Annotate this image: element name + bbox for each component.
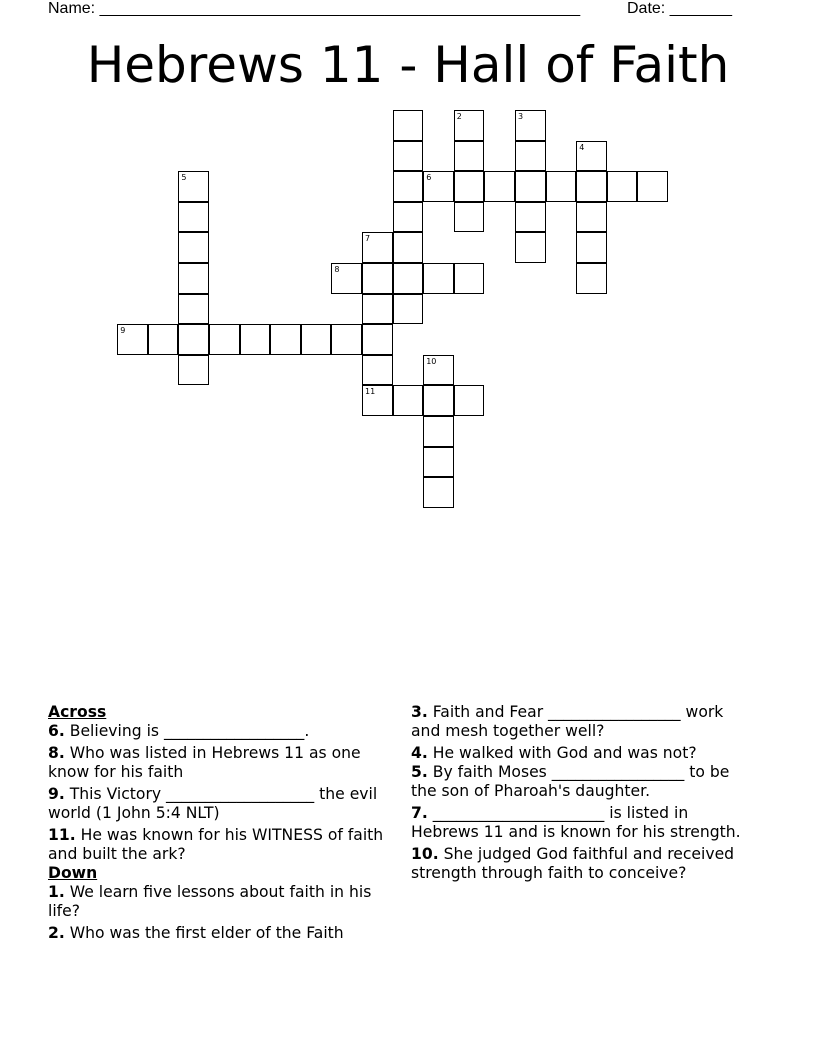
cell-number: 11: [365, 387, 376, 397]
grid-cell: [454, 385, 485, 416]
grid-cell: [393, 294, 424, 325]
clue-number: 6.: [48, 722, 65, 740]
grid-cell: [178, 355, 209, 386]
grid-cell: [362, 263, 393, 294]
clues-column-right: [411, 703, 756, 886]
clue-down-1: [48, 883, 393, 921]
grid-cell: [362, 355, 393, 386]
grid-cell: [178, 171, 209, 202]
grid-cell: [576, 171, 607, 202]
grid-cell: [576, 202, 607, 233]
cell-number: 10: [426, 356, 437, 366]
grid-cell: [454, 202, 485, 233]
clue-text: She judged God faithful and received strength through faith to conceive?: [411, 845, 735, 882]
grid-cell: [423, 171, 454, 202]
grid-cell: [454, 110, 485, 141]
clue-text: He walked with God and was not?: [432, 744, 697, 762]
clue-number: 9.: [48, 785, 65, 803]
clue-number: 11.: [48, 826, 76, 844]
grid-cell: [117, 324, 148, 355]
grid-cell: [515, 232, 546, 263]
grid-cell: [393, 141, 424, 172]
grid-cell: [240, 324, 271, 355]
clue-text: Believing is __________________.: [69, 722, 310, 740]
clue-down-2: [48, 924, 393, 943]
clue-text: By faith Moses _________________ to be the son of Pharoah's daughter.: [411, 763, 730, 800]
clue-down-3: [411, 703, 756, 741]
grid-cell: [423, 447, 454, 478]
cell-number: 4: [579, 142, 585, 152]
grid-cell: [515, 202, 546, 233]
grid-cell: [423, 477, 454, 508]
grid-cell: [301, 324, 332, 355]
grid-cell: [576, 263, 607, 294]
grid-cell: [546, 171, 577, 202]
across-heading: Across: [48, 703, 107, 721]
cell-number: 9: [120, 326, 126, 336]
clue-text: ______________________ is listed in Hebrews 11 and is known for his strength.: [411, 804, 741, 841]
clue-number: 10.: [411, 845, 439, 863]
clue-across-11: [48, 826, 393, 864]
clue-across-8: [48, 744, 393, 782]
clue-number: 1.: [48, 883, 65, 901]
clue-down-5: [411, 763, 756, 801]
grid-cell: [576, 232, 607, 263]
crossword-grid: [0, 0, 816, 520]
date-field-label: Date: _______: [627, 0, 732, 17]
grid-cell: [331, 324, 362, 355]
grid-cell: [423, 385, 454, 416]
page-title: Hebrews 11 - Hall of Faith: [86, 36, 730, 94]
clue-text: This Victory ___________________ the evil world (1 John 5:4 NLT): [48, 785, 378, 822]
grid-cell: [178, 232, 209, 263]
grid-cell: [393, 110, 424, 141]
clue-text: Faith and Fear _________________ work and mesh together well?: [411, 703, 724, 740]
grid-cell: [454, 141, 485, 172]
grid-cell: [270, 324, 301, 355]
grid-cell: [178, 202, 209, 233]
clue-text: Who was listed in Hebrews 11 as one know for his faith: [48, 744, 361, 781]
grid-cell: [454, 171, 485, 202]
grid-cell: [607, 171, 638, 202]
grid-cell: [484, 171, 515, 202]
cell-number: 8: [334, 265, 340, 274]
grid-cell: [209, 324, 240, 355]
grid-cell: [178, 263, 209, 294]
clue-across-6: [48, 722, 393, 741]
clue-number: 8.: [48, 744, 65, 762]
clue-number: 2.: [48, 924, 65, 942]
grid-cell: [393, 232, 424, 263]
grid-cell: [454, 263, 485, 294]
grid-cell: [362, 232, 393, 263]
cell-number: 6: [426, 173, 432, 183]
clues-column-left: [48, 703, 393, 946]
clue-text: We learn five lessons about faith in his life?: [48, 883, 372, 920]
grid-cell: [515, 171, 546, 202]
grid-cell: [362, 294, 393, 325]
grid-cell: [362, 385, 393, 416]
clue-down-10: [411, 845, 756, 883]
grid-cell: [393, 263, 424, 294]
grid-cell: [637, 171, 668, 202]
clue-number: 4.: [411, 744, 428, 762]
clue-number: 5.: [411, 763, 428, 781]
grid-cell: [178, 324, 209, 355]
grid-cell: [515, 110, 546, 141]
clue-number: 3.: [411, 703, 428, 721]
grid-cell: [178, 294, 209, 325]
grid-cell: [362, 324, 393, 355]
clue-down-4: [411, 744, 756, 763]
grid-cell: [576, 141, 607, 172]
cell-number: 3: [518, 112, 524, 121]
clue-text: Who was the first elder of the Faith: [69, 924, 344, 942]
clue-number: 7.: [411, 804, 428, 822]
clue-text: He was known for his WITNESS of faith and built the ark?: [48, 826, 384, 863]
clue-across-9: [48, 785, 393, 823]
grid-cell: [423, 355, 454, 386]
grid-cell: [423, 263, 454, 294]
grid-cell: [393, 171, 424, 202]
grid-cell: [393, 202, 424, 233]
down-heading: Down: [48, 864, 98, 882]
cell-number: 5: [181, 173, 187, 183]
grid-cell: [393, 385, 424, 416]
clue-down-7: [411, 804, 756, 842]
grid-cell: [148, 324, 179, 355]
grid-cell: [331, 263, 362, 294]
grid-cell: [515, 141, 546, 172]
cell-number: 2: [456, 112, 462, 121]
cell-number: 7: [365, 234, 371, 244]
grid-cell: [423, 416, 454, 447]
name-field-label: Name: ______________________________________________________: [48, 0, 581, 17]
